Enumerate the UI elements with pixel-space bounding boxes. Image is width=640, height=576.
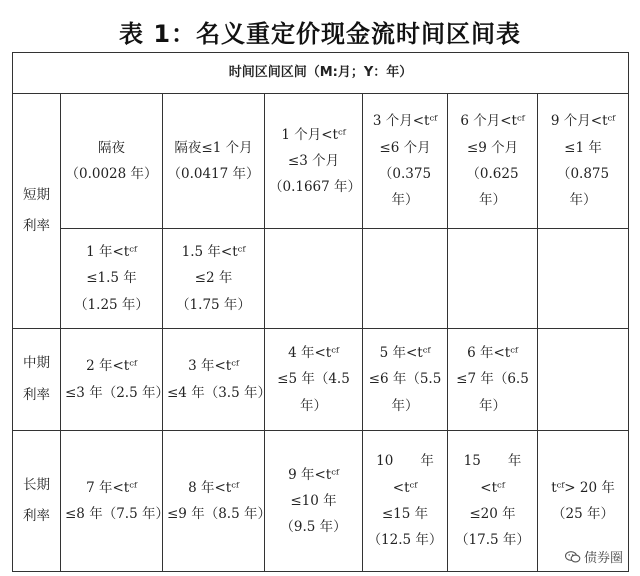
cell-line: 短期 [23,186,50,203]
cell-line: ≤9 年（8.5 年） [167,506,271,522]
table-cell [363,431,448,572]
cell-line: （0.0417 年） [167,166,260,182]
table-cell-empty [538,329,629,431]
cell-line: （0.1667 年） [269,179,362,196]
table-cell [265,431,363,572]
cell-line: 3 年<tᶜᶠ [188,358,239,375]
cell-line: 长期 [23,476,50,493]
cell-line: （9.5 年） [280,519,347,536]
cell-line: （1.75 年） [176,296,251,313]
cell-line: 隔夜 [98,139,125,156]
cell-line: （0.0028 年） [65,166,158,182]
cell-line: ≤7 年（6.5 [456,371,529,388]
table-cell [265,94,363,229]
table-cell [61,329,169,431]
cell-line: ≤2 年 [194,270,233,287]
cell-line: （0.625 [466,166,519,182]
table-cell [265,329,363,431]
cell-line: ≤1 年 [564,139,602,156]
cell-line: 1.5 年<tᶜᶠ [181,244,246,261]
table-row [13,229,629,329]
cell-line: ≤3 个月 [287,152,340,169]
cell-line: 1 个月<tᶜᶠ [281,126,346,143]
cell-line: ≤9 个月 [466,139,519,156]
table-cell [61,94,163,229]
cell-line: 中期 [23,355,50,372]
cell-line: <tᶜᶠ [480,479,505,496]
cell-line: （0.375 [378,166,432,182]
cell-line: 2 年<tᶜᶠ [86,358,137,375]
watermark [562,547,626,566]
cell-line: 年） [391,397,419,414]
cell-line: ≤6 年（5.5 [368,371,442,388]
cell-line: ≤1.5 年 [86,270,137,287]
cell-line: 1 年<tᶜᶠ [86,244,137,261]
cell-line: 15 年 [463,453,522,470]
cell-line: 5 年<tᶜᶠ [379,345,431,362]
cell-line: 7 年<tᶜᶠ [86,479,137,496]
cell-line: ≤8 年（7.5 年） [65,506,169,522]
table-cell [163,229,265,329]
cell-line: 8 年<tᶜᶠ [188,479,239,496]
table-title: 表 1：名义重定价现金流时间区间表 [118,20,522,48]
cell-line: （12.5 年） [367,532,443,549]
cell-line: tᶜᶠ> 20 年 [551,479,615,496]
table-row [13,94,629,229]
table-cell-empty [448,229,538,329]
cell-line: <tᶜᶠ [392,479,418,496]
cell-line: 年） [300,397,327,414]
cell-line: （25 年） [552,506,615,522]
table-cell-empty [265,229,363,329]
cell-line: ≤15 年 [381,506,429,522]
table-cell-empty [363,229,448,329]
table-cell [448,94,538,229]
cell-line: 年） [479,397,506,414]
cell-line: 隔夜≤1 个月 [174,139,253,156]
table-cell [61,229,163,329]
table-cell [363,94,448,229]
cell-line: ≤4 年（3.5 年） [167,384,271,401]
table-cell [448,329,538,431]
cell-line: 9 年<tᶜᶠ [288,466,339,483]
cell-line: 6 年<tᶜᶠ [467,345,518,362]
table-cell [163,431,271,572]
table-row [13,329,629,431]
cell-line: 6 个月<tᶜᶠ [460,113,525,130]
table-cell [61,431,169,572]
cell-line: 年） [391,192,419,209]
cell-line: 利率 [23,508,50,524]
cell-line: 10 年 [376,453,434,470]
cell-line: 3 个月<tᶜᶠ [372,113,438,130]
table-header-row [13,53,629,94]
group-label-short [13,94,61,329]
wechat-icon [565,551,581,563]
cell-line: 4 年<tᶜᶠ [288,345,339,362]
cell-line: ≤20 年 [469,506,516,522]
cell-line: 利率 [23,386,50,403]
cell-line: 9 个月<tᶜᶠ [550,113,616,130]
cell-line: ≤6 个月 [379,139,431,156]
cell-line: 年） [479,192,506,209]
table-cell [163,94,265,229]
cell-line: （17.5 年） [455,532,530,549]
cell-line: ≤3 年（2.5 年） [65,384,169,401]
table-cell [448,431,538,572]
cell-line: 利率 [23,218,50,234]
table-cell [538,94,629,229]
table-cell [363,329,448,431]
table-cell-empty [538,229,629,329]
table-cell [163,329,271,431]
cell-line: ≤10 年 [290,492,337,509]
cell-line: （1.25 年） [74,296,149,313]
cell-line: ≤5 年（4.5 [277,371,350,388]
group-label-long [13,431,61,572]
cell-line: 年） [569,192,597,209]
cell-line: （0.875 [556,166,610,182]
watermark-text: 债券圈 [583,551,623,566]
repricing-interval-table [12,52,629,572]
table-row [13,431,629,572]
group-label-medium [13,329,61,431]
table-header: 时间区间区间（M:月；Y：年） [13,53,629,94]
